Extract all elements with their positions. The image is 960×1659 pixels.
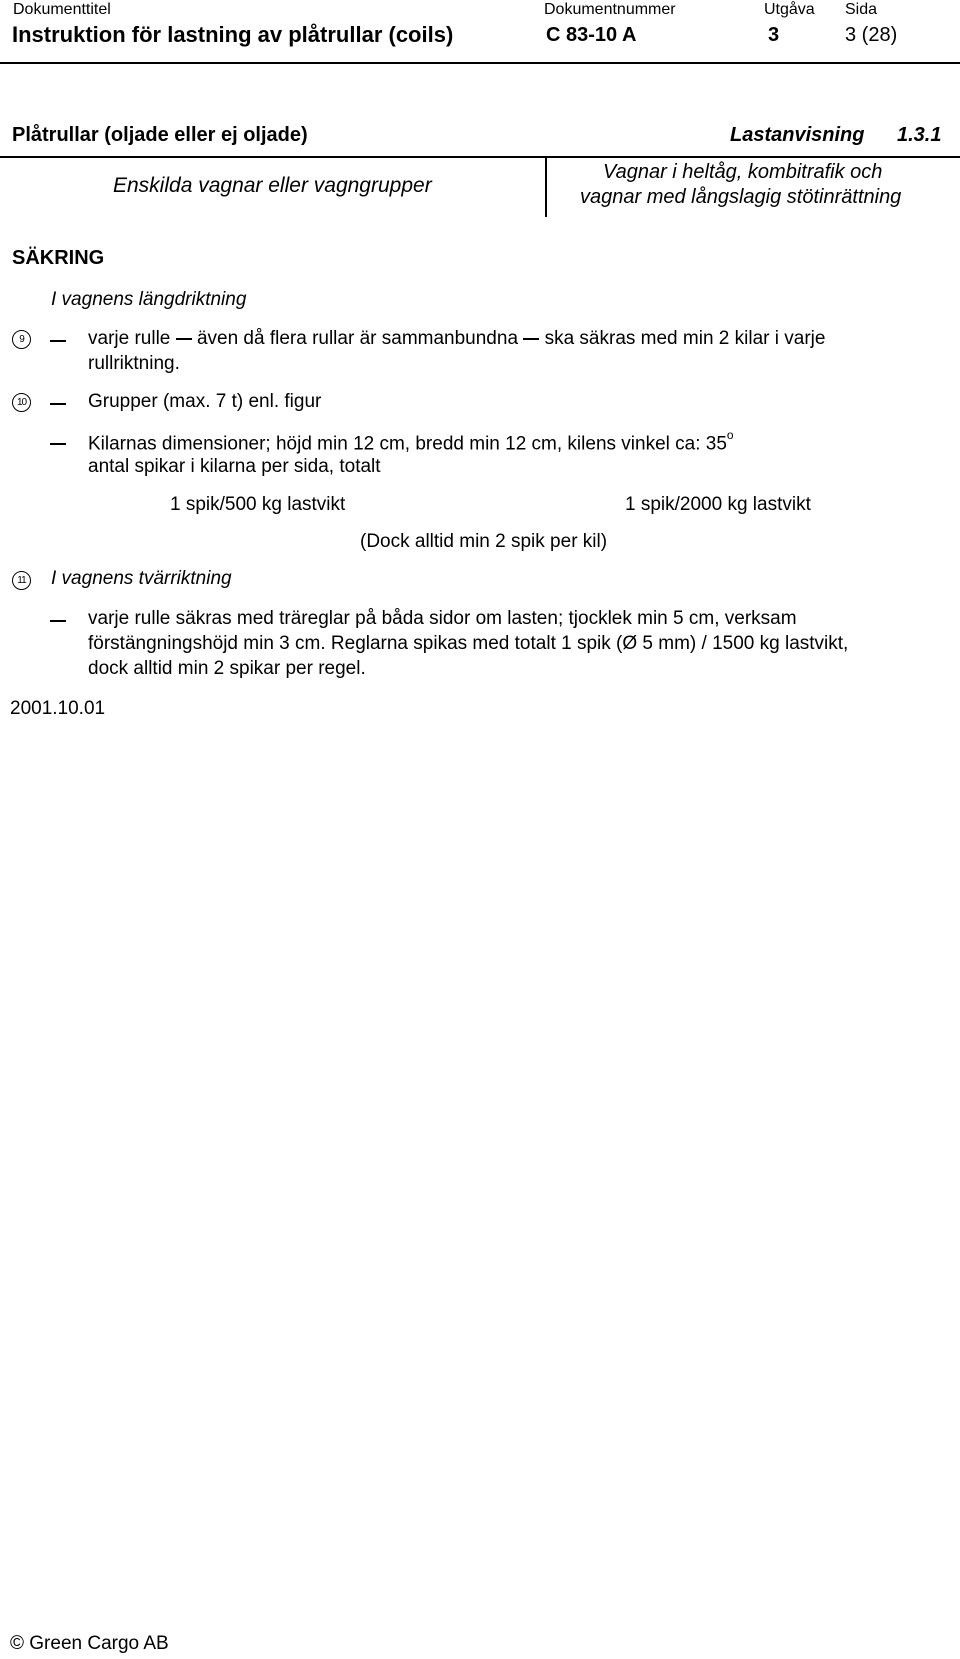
longitudinal-heading: I vagnens längdriktning: [51, 289, 247, 310]
page-label: Sida: [845, 1, 878, 18]
item-11-number: 11: [12, 571, 31, 590]
item-9-text-line2: rullriktning.: [88, 353, 180, 374]
bullet-dash: [50, 443, 66, 445]
column-divider: [545, 157, 547, 217]
item-9-number: 9: [12, 330, 31, 349]
section-ref-number: 1.3.1: [897, 124, 942, 146]
degree-superscript: o: [726, 428, 734, 442]
item-10-text: Grupper (max. 7 t) enl. figur: [88, 391, 322, 412]
bullet-dash: [50, 620, 66, 622]
bullet-dash: [50, 340, 66, 342]
transverse-heading: I vagnens tvärriktning: [51, 568, 232, 589]
item-10-number: 10: [12, 393, 31, 412]
doc-title: Instruktion för lastning av plåtrullar (coils): [12, 22, 454, 47]
page-number: 3 (28): [845, 24, 898, 46]
copyright: © Green Cargo AB: [10, 1633, 169, 1654]
wedge-dimensions-line1: Kilarnas dimensioner; höjd min 12 cm, bredd min 12 cm, kilens vinkel ca: 35$^o$: [88, 428, 734, 455]
doc-number-label: Dokumentnummer: [544, 1, 676, 18]
edition-label: Utgåva: [764, 1, 815, 18]
spike-rate-left: 1 spik/500 kg lastvikt: [170, 494, 346, 515]
spike-rate-right: 1 spik/2000 kg lastvikt: [625, 494, 811, 515]
securing-heading: SÄKRING: [12, 247, 105, 269]
transverse-line1: varje rulle säkras med träreglar på båda sidor om lasten; tjocklek min 5 cm, verksam: [88, 608, 797, 629]
item-9-text: varje rulle även då flera rullar är sammanbundna ska säkras med min 2 kilar i varje: [88, 328, 826, 349]
section-ref-label: Lastanvisning: [730, 124, 865, 146]
edition: 3: [768, 24, 780, 46]
header-divider: [0, 62, 960, 64]
wedge-dimensions-line2: antal spikar i kilarna per sida, totalt: [88, 456, 381, 477]
doc-number: C 83-10 A: [546, 24, 637, 46]
transverse-line2: förstängningshöjd min 3 cm. Reglarna spikas med totalt 1 spik (Ø 5 mm) / 1500 kg lastvikt,: [88, 633, 849, 654]
spike-minimum-note: (Dock alltid min 2 spik per kil): [360, 531, 608, 552]
column-right-heading-2: vagnar med långslagig stötinrättning: [580, 186, 902, 208]
transverse-line3: dock alltid min 2 spikar per regel.: [88, 658, 366, 679]
section-divider: [0, 156, 960, 158]
column-left-heading: Enskilda vagnar eller vagngrupper: [113, 174, 432, 197]
document-date: 2001.10.01: [10, 698, 106, 719]
column-right-heading-1: Vagnar i heltåg, kombitrafik och: [603, 161, 883, 183]
doc-title-label: Dokumenttitel: [13, 1, 111, 18]
bullet-dash: [50, 403, 66, 405]
section-title: Plåtrullar (oljade eller ej oljade): [12, 124, 308, 146]
